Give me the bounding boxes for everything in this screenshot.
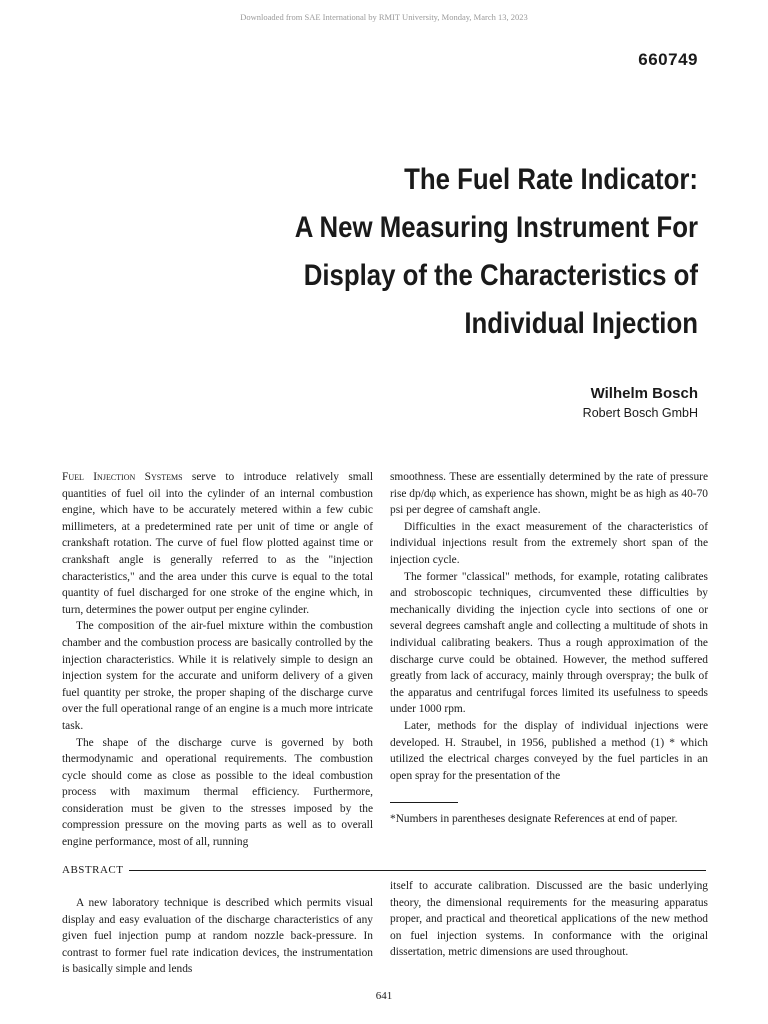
body-paragraph: The shape of the discharge curve is governed by both thermodynamic and operational requirements. The combustion cycle should come as close as possible to the ideal combustion process with maximum thermal efficiency. Furthermore, consideration must be given to the stresses imposed by the compression pressure on the moving parts as well as to overall engine performance, most of all, running — [62, 736, 373, 849]
abstract-text: A new laboratory technique is described which permits visual display and easy evaluation of the discharge characteristics of any given fuel injection pump at random nozzle back-pressure. In contrast to former fuel rate indication devices, the instrumentation is basically simple and lends — [62, 897, 373, 976]
abstract-column-right — [390, 878, 708, 961]
abstract-header — [62, 864, 706, 876]
download-notice: Downloaded from SAE International by RMIT University, Monday, March 13, 2023 — [240, 12, 528, 22]
body-paragraph: Difficulties in the exact measurement of the characteristics of individual injections result from the extremely short span of the injection cycle. — [390, 520, 708, 566]
author-affiliation: Robert Bosch GmbH — [582, 406, 698, 420]
paper-number: 660749 — [638, 50, 698, 69]
title-line: Individual Injection — [464, 307, 698, 340]
body-column-left — [62, 469, 373, 851]
author-block — [583, 384, 698, 422]
lead-in: Fuel Injection Systems — [62, 471, 183, 483]
paper-title — [165, 156, 698, 348]
body-paragraph — [62, 469, 373, 618]
title-line: A New Measuring Instrument For — [294, 211, 698, 244]
abstract-column-left — [62, 895, 373, 978]
footnote-divider — [390, 802, 458, 803]
body-paragraph: Later, methods for the display of individual injections were developed. H. Straubel, in 1956, published a method (1) * which utilized the electrical charges conveyed by the fuel particles in an open spray for the presentation of the — [390, 719, 708, 782]
footnote: *Numbers in parentheses designate References at end of paper. — [390, 813, 678, 825]
body-paragraph: The former "classical" methods, for example, rotating calibrates and stroboscopic techniques, circumvented these difficulties by mechanically dividing the injection cycle into sections of one or several degrees camshaft angle and collecting a multitude of shots in individual calibrating beakers. Thus a rough approximation of the discharge curve could be obtained. However, the method suffered greatly from lack of accuracy, mainly through overspray; the bulk of the apparatus and centrifugal forces limited its usefulness to speeds under 1000 rpm. — [390, 570, 708, 716]
title-line: The Fuel Rate Indicator: — [404, 163, 698, 196]
title-line: Display of the Characteristics of — [303, 259, 698, 292]
body-paragraph: smoothness. These are essentially determined by the rate of pressure rise dp/dφ which, as experience has shown, might be as high as 40-70 psi per degree of camshaft angle. — [390, 471, 708, 517]
page-number: 641 — [375, 990, 393, 1002]
author-name: Wilhelm Bosch — [590, 385, 698, 402]
body-column-right — [390, 469, 708, 784]
abstract-label: ABSTRACT — [62, 864, 124, 876]
abstract-rule — [129, 870, 706, 871]
paragraph-text: serve to introduce relatively small quantities of fuel oil into the cylinder of an internal combustion engine, which have to be accurately metered within a few cubic millimeters, at a predetermined rate per unit of time or angle of crankshaft rotation. The curve of fuel flow plotted against time or crankshaft angle is generally referred to as the "injection characteristics," and the area under this curve is equal to the total quantity of fuel discharged for one stroke of the engine which, in turn, determines the power output per engine cylinder. — [62, 471, 373, 616]
body-paragraph: The composition of the air-fuel mixture within the combustion chamber and the combustion process are basically controlled by the injection characteristics. While it is relatively simple to design an injection system for the accurate and uniform delivery of a given fuel quantity per stroke, the proper shaping of the discharge curve over the full operational range of an engine is a much more intricate task. — [62, 620, 373, 732]
abstract-text: itself to accurate calibration. Discussed are the basic underlying theory, the dimensional requirements for the measuring apparatus proper, and practical and theoretical applications of the new method on fuel injection systems. In conformance with the original dissertation, metric dimensions are used throughout. — [390, 880, 708, 959]
